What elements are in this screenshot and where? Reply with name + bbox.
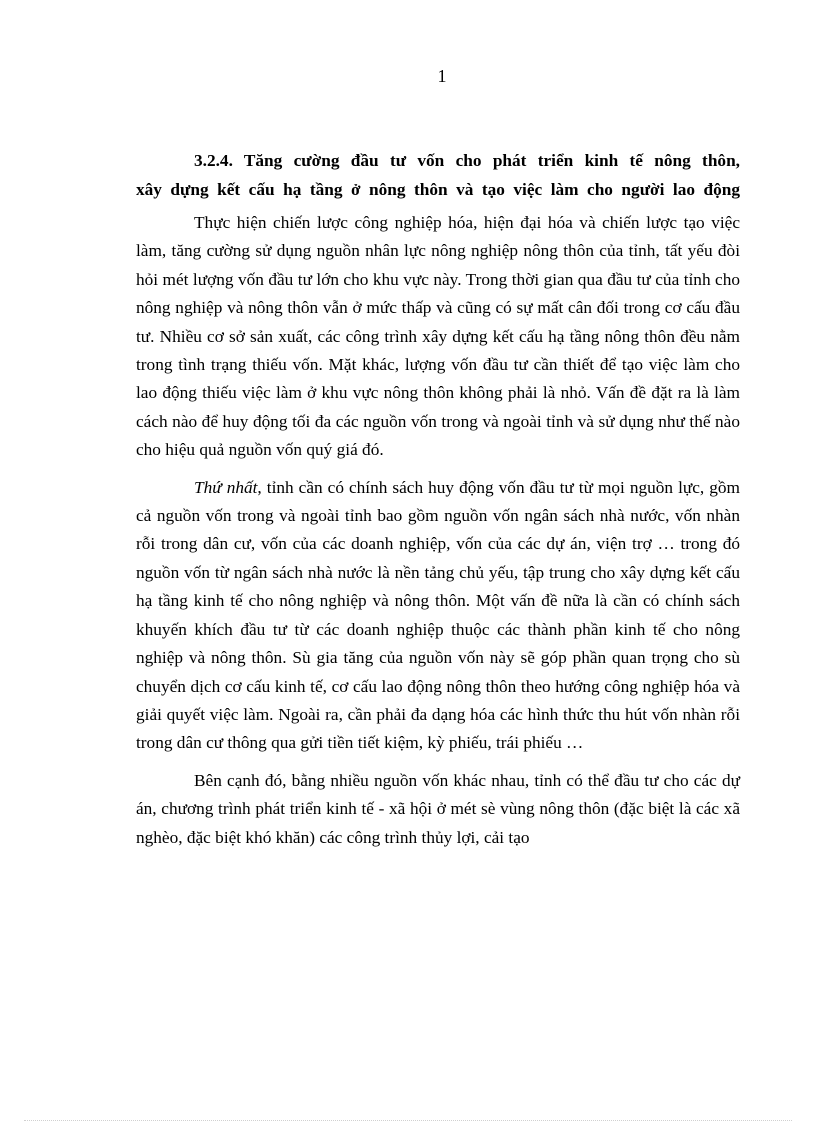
document-body xyxy=(136,146,740,852)
paragraph-1: Thực hiện chiến lược công nghiệp hóa, hiện đại hóa và chiến lược tạo việc làm, tăng cường sử dụng nguồn nhân lực nông nghiệp nông thôn của tỉnh, tất yếu đòi hỏi mét lượng vốn đầu tư lớn cho khu vực này. Trong thời gian qua đầu tư của tỉnh cho nông nghiệp và nông thôn vẫn ở mức thấp và cũng có sự mất cân đối trong cơ cấu đầu tư. Nhiều cơ sở sản xuất, các công trình xây dựng kết cấu hạ tầng nông thôn đều nằm trong tình trạng thiếu vốn. Mặt khác, lượng vốn đầu tư cần thiết để tạo việc làm cho lao động thiếu việc làm ở khu vực nông thôn không phải là nhỏ. Vấn đề đặt ra là làm cách nào để huy động tối đa các nguồn vốn trong và ngoài tỉnh và sử dụng như thế nào cho hiệu quả nguồn vốn quý giá đó. xyxy=(136,213,740,460)
paragraph-2-body: , tỉnh cần có chính sách huy động vốn đầu tư từ mọi nguồn lực, gồm cả nguồn vốn trong và ngoài tỉnh bao gồm nguồn vốn ngân sách nhà nước, vốn nhàn rỗi trong dân cư, vốn của các doanh nghiệp, vốn của các dự án, viện trợ … trong đó nguồn vốn từ ngân sách nhà nước là nền tảng chủ yếu, tập trung cho xây dựng kết cấu hạ tầng kinh tế cho nông nghiệp và nông thôn. Một vấn đề nữa là cần có chính sách khuyến khích đầu tư từ các doanh nghiệp thuộc các thành phần kinh tế cho nông nghiệp và nông thôn. Sù gia tăng của nguồn vốn này sẽ góp phần quan trọng cho sù chuyển dịch cơ cấu kinh tế, cơ cấu lao động nông thôn theo hướng công nghiệp hóa và giải quyết việc làm. Ngoài ra, cần phải đa dạng hóa các hình thức thu hút vốn nhàn rỗi trong dân cư thông qua gửi tiền tiết kiệm, kỳ phiếu, trái phiếu … xyxy=(136,477,740,753)
page-bottom-divider xyxy=(24,1120,792,1121)
section-heading-line-2: xây dựng kết cấu hạ tầng ở nông thôn và tạo việc làm cho người lao động xyxy=(136,180,740,199)
section-heading-line-1: 3.2.4. Tăng cường đầu tư vốn cho phát triển kinh tế nông thôn, xyxy=(194,151,740,170)
paragraph-2 xyxy=(136,474,740,758)
paragraph-2-lead: Thứ nhất xyxy=(194,477,258,497)
page-number: 1 xyxy=(437,66,447,86)
section-heading xyxy=(136,146,740,204)
paragraph-3: Bên cạnh đó, bằng nhiều nguồn vốn khác nhau, tỉnh có thể đầu tư cho các dự án, chương trình phát triển kinh tế - xã hội ở mét sè vùng nông thôn (đặc biệt là các xã nghèo, đặc biệt khó khăn) các công trình thủy lợi, cải tạo xyxy=(136,770,740,847)
